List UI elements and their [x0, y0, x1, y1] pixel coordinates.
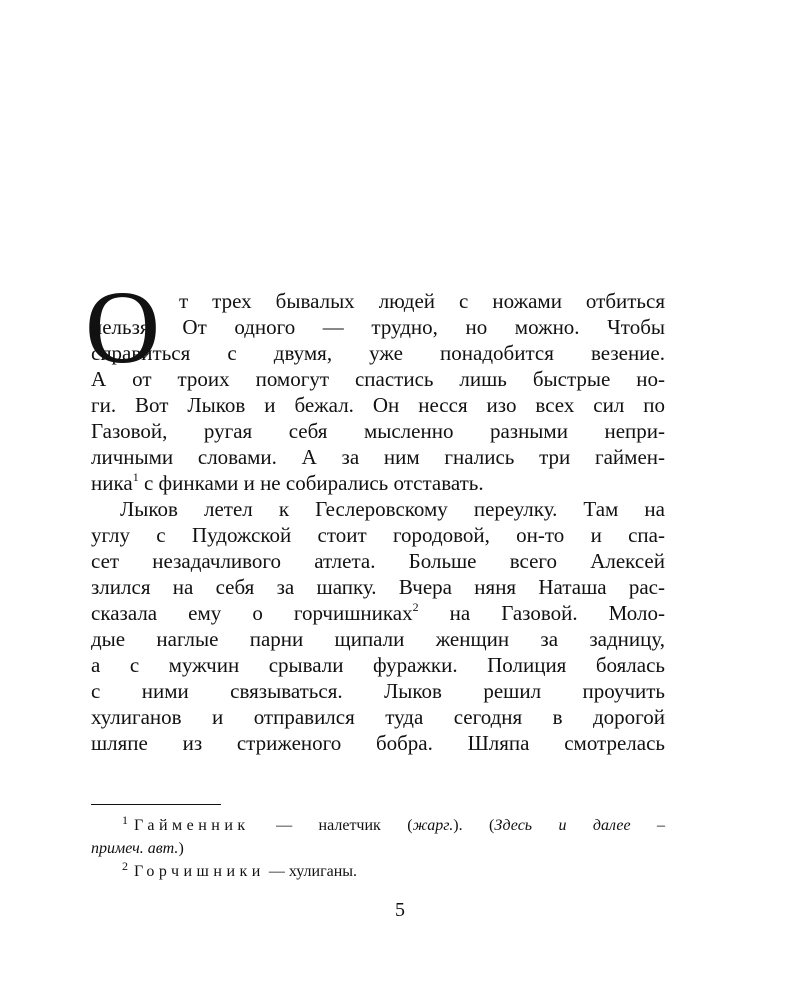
text-line: сет незадачливого атлета. Больше всего Алексей — [91, 549, 665, 573]
text-line: шляпе из стриженого бобра. Шляпа смотрелась — [91, 731, 665, 755]
text-line: нельзя. От одного — трудно, но можно. Чтобы — [91, 315, 665, 339]
text-fragment: с финками и не собирались отставать. — [138, 471, 484, 495]
text-line: углу с Пудожской стоит городовой, он-то и спа- — [91, 523, 665, 547]
footnote-marker: 2 — [412, 600, 419, 614]
text-line: хулиганов и отправился туда сегодня в дорогой — [91, 705, 665, 729]
text-line: ги. Вот Лыков и бежал. Он несся изо всех сил по — [91, 393, 665, 417]
text-fragment: — хулиганы. — [264, 863, 358, 880]
text-line: злился на себя за шапку. Вчера няня Наташа рас- — [91, 575, 665, 599]
footnote-term: Гайменник — [134, 817, 250, 834]
text-line — [91, 600, 665, 626]
text-fragment: ). ( — [453, 817, 495, 834]
footnote-1 — [91, 814, 665, 837]
text-fragment: ника — [91, 471, 133, 495]
footnote-1-continued — [91, 837, 665, 860]
text-line — [91, 470, 665, 496]
page-number: 5 — [395, 899, 405, 921]
text-line: Лыков летел к Геслеровскому переулку. Там на — [120, 497, 665, 521]
footnote-number: 2 — [122, 858, 128, 873]
main-text — [85, 270, 665, 756]
footnote-marker: 1 — [132, 470, 139, 484]
paragraph-2 — [91, 496, 665, 756]
paragraph-1 — [91, 288, 665, 496]
text-line: т трех бывалых людей с ножами отбиться — [179, 289, 665, 313]
text-fragment: жарг. — [412, 817, 454, 834]
text-line: а с мужчин срывали фуражки. Полиция боялась — [91, 653, 665, 677]
text-fragment: сказала ему о горчишниках — [91, 601, 413, 625]
text-line: с ними связываться. Лыков решил проучить — [91, 679, 665, 703]
footnote-number: 1 — [122, 812, 128, 827]
text-fragment: на Газовой. Моло- — [418, 601, 665, 625]
text-line: Газовой, ругая себя мысленно разными непри- — [91, 419, 665, 443]
footnote-separator — [91, 804, 221, 805]
drop-cap: О — [85, 270, 159, 385]
text-fragment: примеч. авт. — [91, 840, 179, 857]
footnote-term: Горчишники — [134, 863, 265, 880]
text-fragment: — налетчик ( — [249, 817, 413, 834]
footnotes — [91, 814, 665, 883]
text-line: дые наглые парни щипали женщин за задницу, — [91, 627, 665, 651]
text-line: А от троих помогут спастись лишь быстрые но- — [91, 367, 665, 391]
text-line: личными словами. А за ним гнались три гаймен- — [91, 445, 665, 469]
text-fragment: ) — [178, 840, 184, 857]
text-line: справиться с двумя, уже понадобится везение. — [91, 341, 665, 365]
footnote-2 — [91, 860, 665, 883]
text-fragment: Здесь и далее – — [494, 817, 666, 834]
